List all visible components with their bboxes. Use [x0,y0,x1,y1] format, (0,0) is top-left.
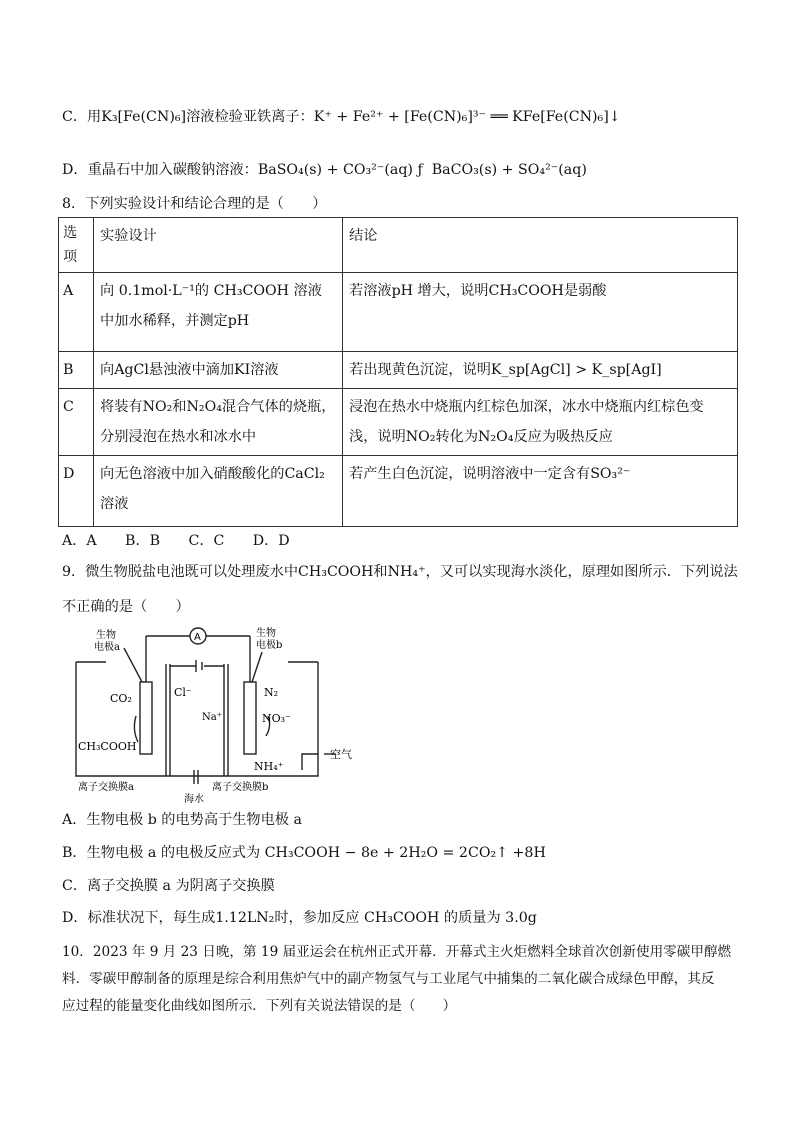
seawater-label: 海水 [184,794,204,804]
table-row [59,456,738,527]
question-9-stem-1: 9．微生物脱盐电池既可以处理废水中CH₃COOH和NH₄⁺，又可以实现海水淡化，原理如图所示．下列说法 [62,564,738,580]
header-conclusion: 结论 [349,228,378,244]
electrode-b-label-2: 电极b [256,640,283,651]
air-label: 空气 [330,748,352,761]
row-design: 将装有NO₂和N₂O₄混合气体的烧瓶，分别浸泡在热水和冰水中 [94,389,343,456]
membrane-b-label: 离子交换膜b [212,782,269,793]
header-design: 实验设计 [100,228,157,244]
question-8-choices: A．A B．B C．C D．D [62,533,290,549]
co2-label: CO₂ [110,692,132,705]
row-design: 向无色溶液中加入硝酸酸化的CaCl₂溶液 [94,456,343,527]
option-d-equation: D．重晶石中加入碳酸钠溶液：BaSO₄(s) + CO₃²⁻(aq) ƒ BaCO₃(s) + SO₄²⁻(aq) [62,162,587,178]
ch3cooh-label: CH₃COOH [78,740,137,753]
table-header-row [59,218,738,273]
row-option: C [59,389,94,456]
row-conclusion: 若出现黄色沉淀，说明K_sp[AgCl] > K_sp[AgI] [343,352,738,389]
row-conclusion: 若溶液pH 增大，说明CH₃COOH是弱酸 [343,273,738,352]
electrode-b-label-1: 生物 [256,628,276,639]
header-option: 选 项 [63,225,78,265]
row-option: A [59,273,94,352]
n2-label: N₂ [264,686,279,699]
question-8-stem: 8．下列实验设计和结论合理的是（ ） [62,196,327,212]
row-option: B [59,352,94,389]
ammeter-label: A [194,632,201,643]
membrane-a-label: 离子交换膜a [78,782,134,793]
question-10-line-2: 料．零碳甲醇制备的原理是综合利用焦炉气中的副产物氢气与工业尾气中捕集的二氧化碳合成绿色甲醇，其反 [62,971,715,987]
table-row [59,352,738,389]
electrode-a-label-2: 电极a [94,642,120,653]
row-conclusion: 若产生白色沉淀，说明溶液中一定含有SO₃²⁻ [343,456,738,527]
question-9-option-b: B．生物电极 a 的电极反应式为 CH₃COOH − 8e + 2H₂O = 2CO₂↑ +8H [62,845,546,861]
table-row [59,389,738,456]
question-10-line-3: 应过程的能量变化曲线如图所示．下列有关说法错误的是（ ） [62,998,457,1014]
question-9-option-c: C．离子交换膜 a 为阴离子交换膜 [62,878,275,894]
nh4-label: NH₄⁺ [254,760,284,773]
option-c-equation: C．用K₃[Fe(CN)₆]溶液检验亚铁离子：K⁺ + Fe²⁺ + [Fe(CN)₆]³⁻ ══ KFe[Fe(CN)₆]↓ [62,109,621,125]
question-9-stem-2: 不正确的是（ ） [62,599,190,615]
row-design: 向AgCl悬浊液中滴加KI溶液 [94,352,343,389]
question-9-option-d: D．标准状况下，每生成1.12LN₂时，参加反应 CH₃COOH 的质量为 3.0g [62,910,537,926]
question-9-option-a: A．生物电极 b 的电势高于生物电极 a [62,812,302,828]
electrode-a-label-1: 生物 [96,630,116,641]
fuel-cell-svg [66,624,356,804]
no3-label: NO₃⁻ [262,712,291,725]
row-option: D [59,456,94,527]
na-label: Na⁺ [202,712,222,723]
fuel-cell-diagram [66,624,356,808]
cl-label: Cl⁻ [174,686,192,699]
row-conclusion: 浸泡在热水中烧瓶内红棕色加深，冰水中烧瓶内红棕色变浅，说明NO₂转化为N₂O₄反应为吸热反应 [343,389,738,456]
row-design: 向 0.1mol·L⁻¹的 CH₃COOH 溶液中加水稀释，并测定pH [94,273,343,352]
table-row [59,273,738,352]
question-8-table [58,217,738,527]
question-10-line-1: 10．2023 年 9 月 23 日晚，第 19 届亚运会在杭州正式开幕．开幕式主火炬燃料全球首次创新使用零碳甲醇燃 [62,944,732,960]
